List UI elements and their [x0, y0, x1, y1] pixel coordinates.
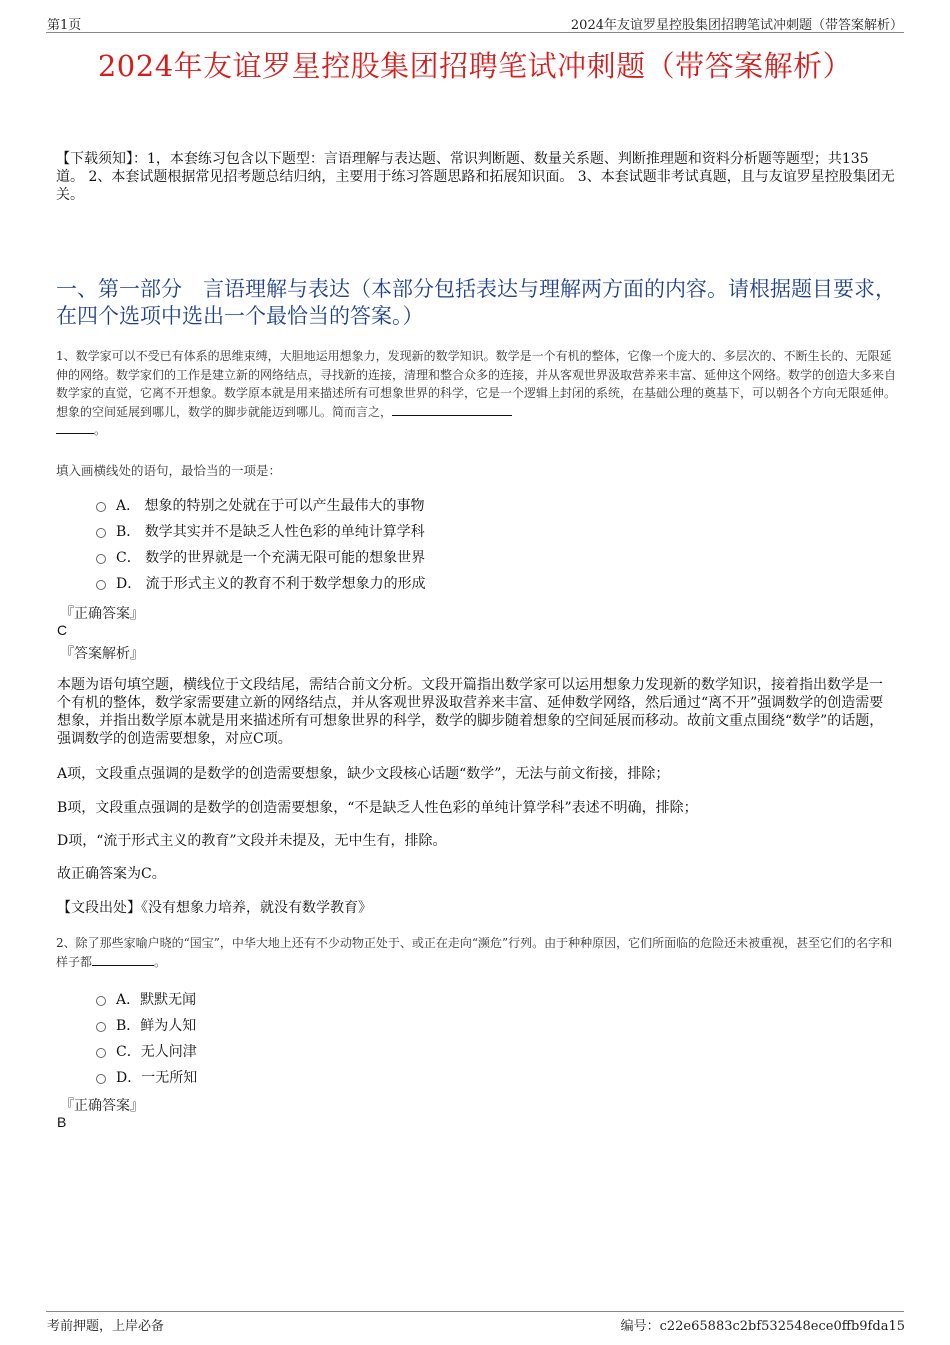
radio-icon[interactable]: [96, 996, 106, 1006]
footer-slogan: 考前押题，上岸必备: [47, 1319, 165, 1334]
correct-answer: B: [57, 1114, 67, 1130]
question-1-text: 1、数学家可以不受已有体系的思维束缚，大胆地运用想象力，发现新的数学知识。数学是一个有机的整体，它像一个庞大的、多层次的、不断生长的、无限延伸的网络。数学家们的工作是建立新的网络结点，寻找新的连接，清理和整合众多的连接，并从客观世界汲取营养来丰富、延伸这个网络。数学的创造大多来自数学家的直觉，它离不开想象。数学原本就是用来描述所有可想象世界的科学，它是一个逻辑上封闭的系统，在基础公理的奠基下，可以朝各个方向无限延伸。想象的空间延展到哪儿，数学的脚步就能迈到哪儿。简而言之，: [56, 349, 897, 419]
correct-answer-label: 『正确答案』: [60, 606, 144, 622]
radio-icon[interactable]: [96, 1074, 106, 1084]
radio-icon[interactable]: [96, 1022, 106, 1032]
option-label: C． 数学的世界就是一个充满无限可能的想象世界: [116, 550, 426, 566]
analysis-option-d: D项，“流于形式主义的教育”文段并未提及，无中生有，排除。: [57, 833, 447, 849]
header-doc-title: 2024年友谊罗星控股集团招聘笔试冲刺题（带答案解析）: [570, 18, 903, 33]
radio-icon[interactable]: [96, 580, 106, 590]
radio-icon[interactable]: [96, 554, 106, 564]
page-number: 第1页: [47, 18, 82, 33]
analysis-conclusion: 故正确答案为C。: [57, 866, 166, 882]
download-notice: 【下载须知】：1，本套练习包含以下题型：言语理解与表达题、常识判断题、数量关系题、判断推理题和资料分析题等题型；共135道。 2、本套试题根据常见招考题总结归纳，主要用于练习答题思路和拓展知识面。 3、本套试题非考试真题，且与友谊罗星控股集团无关。: [56, 151, 895, 203]
radio-icon[interactable]: [96, 1048, 106, 1058]
option-label: D．一无所知: [116, 1070, 198, 1086]
question-1-instruction: 填入画横线处的语句，最恰当的一项是：: [56, 463, 282, 478]
correct-answer: C: [57, 622, 68, 638]
question-1-end: 。: [94, 423, 107, 437]
q1-option-b[interactable]: [96, 521, 425, 541]
option-label: A． 想象的特别之处就在于可以产生最伟大的事物: [116, 498, 425, 514]
option-label: B． 数学其实并不是缺乏人性色彩的单纯计算学科: [116, 524, 425, 540]
page-title: 2024年友谊罗星控股集团招聘笔试冲刺题（带答案解析）: [97, 49, 853, 83]
q2-option-d[interactable]: [96, 1067, 197, 1087]
passage-source: 【文段出处】《没有想象力培养，就没有数学教育》: [57, 900, 372, 916]
answer-blank: [92, 953, 154, 966]
option-label: C．无人问津: [116, 1044, 197, 1060]
document-id: 编号：c22e65883c2bf532548ece0ffb9fda15: [620, 1319, 905, 1334]
question-2-end: 。: [154, 954, 167, 969]
radio-icon[interactable]: [96, 502, 106, 512]
radio-icon[interactable]: [96, 528, 106, 538]
q1-option-a[interactable]: [96, 495, 425, 515]
option-label: A．默默无闻: [116, 992, 197, 1008]
answer-blank: [392, 403, 512, 416]
correct-answer-label: 『正确答案』: [60, 1098, 144, 1114]
question-2-stem: [56, 934, 896, 971]
q2-option-b[interactable]: [96, 1015, 196, 1035]
analysis-option-a: A项，文段重点强调的是数学的创造需要想象，缺少文段核心话题“数学”，无法与前文衔接，排除；: [57, 766, 670, 782]
option-label: D． 流于形式主义的教育不利于数学想象力的形成: [116, 576, 426, 592]
q1-option-d[interactable]: [96, 573, 426, 593]
answer-analysis: 本题为语句填空题，横线位于文段结尾，需结合前文分析。文段开篇指出数学家可以运用想象力发现新的数学知识，接着指出数学是一个有机的整体，数学家需要建立新的网络结点，并从客观世界汲取营养来丰富、延伸数学网络，然后通过“离不开”强调数学的创造需要想象，并指出数学原本就是用来描述所有可想象世界的科学，数学的脚步随着想象的空间延展而移动。故前文重点围绕“数学”的话题，强调数学的创造需要想象，对应C项。: [57, 677, 884, 747]
footer-divider: [46, 1311, 904, 1312]
analysis-label: 『答案解析』: [60, 646, 144, 662]
q2-option-c[interactable]: [96, 1041, 197, 1061]
q2-option-a[interactable]: [96, 989, 196, 1009]
analysis-option-b: B项，文段重点强调的是数学的创造需要想象，“不是缺乏人性色彩的单纯计算学科”表述不明确，排除；: [57, 800, 698, 816]
answer-blank-continued: [56, 421, 94, 434]
option-label: B．鲜为人知: [116, 1018, 197, 1034]
question-1-stem: [56, 347, 896, 440]
q1-option-c[interactable]: [96, 547, 425, 567]
section-heading: 一、第一部分 言语理解与表达（本部分包括表达与理解两方面的内容。请根据题目要求，在四个选项中选出一个最恰当的答案。）: [56, 277, 896, 328]
header-divider: [46, 32, 904, 33]
question-2-text: 2、除了那些家喻户晓的“国宝”，中华大地上还有不少动物正处于、或正在走向“濒危”行列。由于种种原因，它们所面临的危险还未被重视，甚至它们的名字和样子都: [56, 936, 893, 969]
